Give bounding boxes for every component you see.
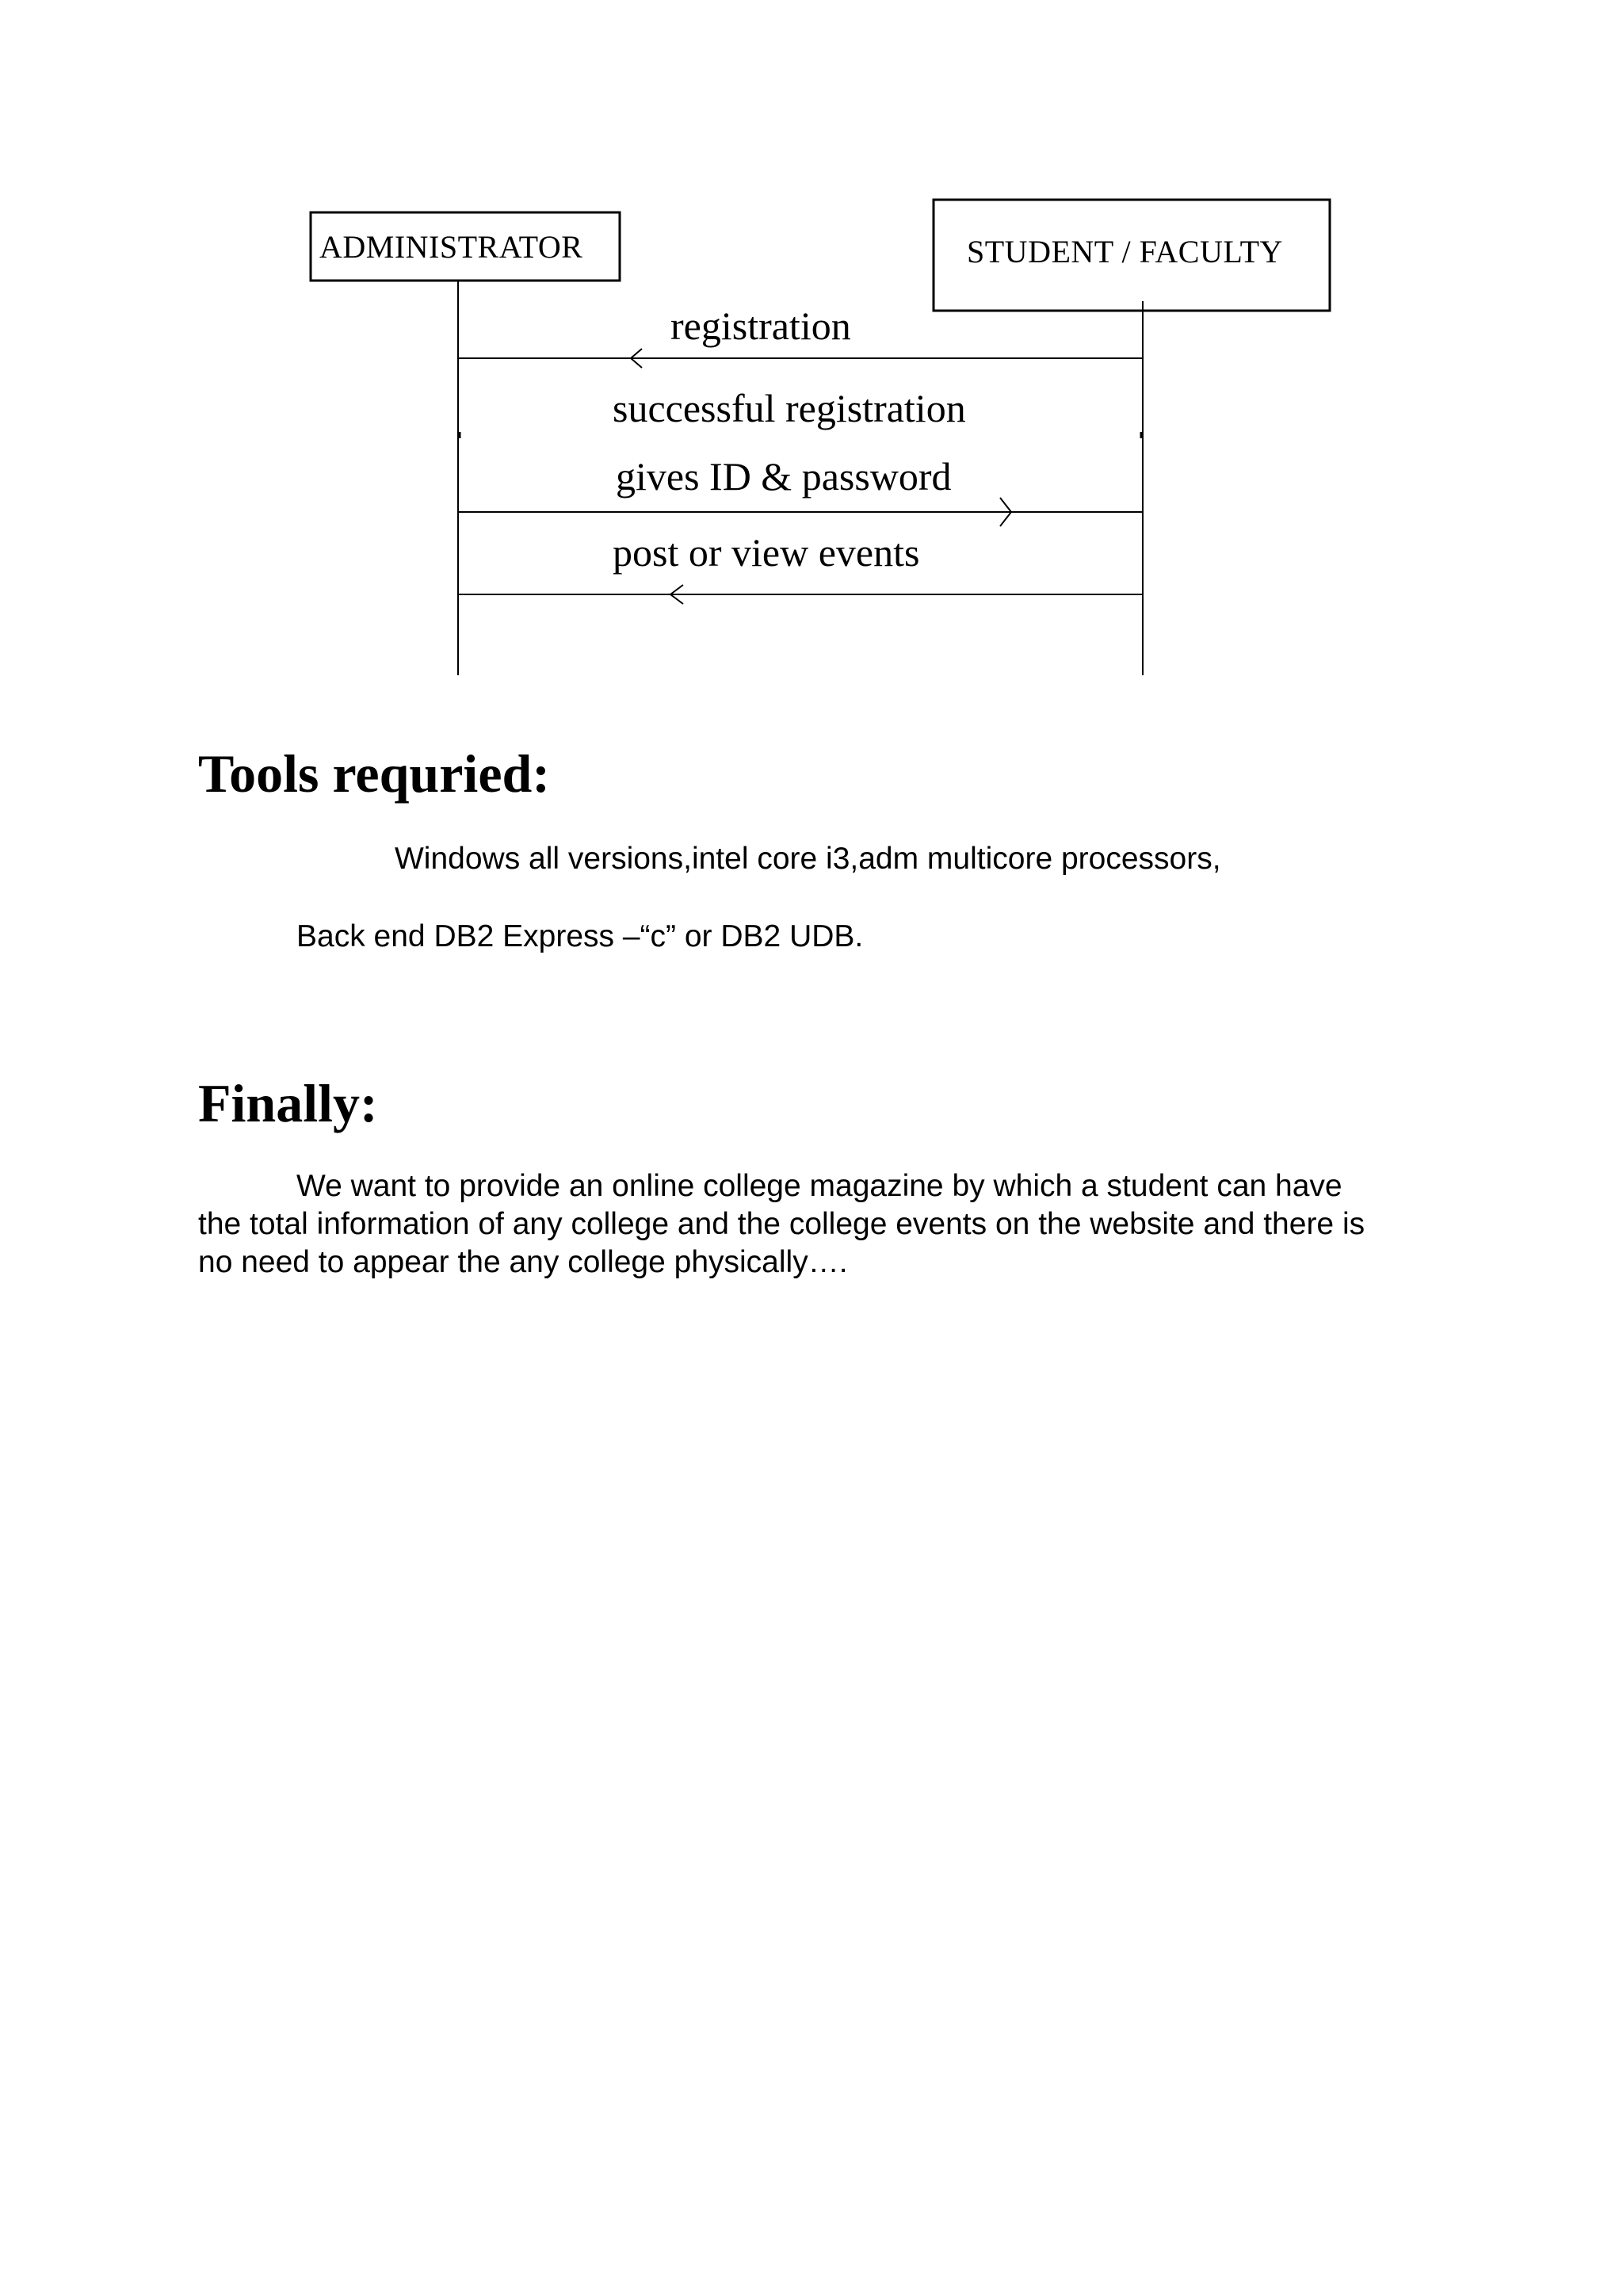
- message-label-successful-registration: successful registration: [613, 386, 966, 430]
- student-faculty-label: STUDENT / FACULTY: [967, 234, 1283, 269]
- finally-paragraph: [198, 1167, 1450, 1282]
- administrator-label: ADMINISTRATOR: [319, 229, 583, 265]
- message-label-post-view-events: post or view events: [613, 530, 920, 575]
- tools-line-1: Windows all versions,intel core i3,adm multicore processors,: [395, 842, 1221, 876]
- finally-line-3: no need to appear the any college physically….: [198, 1245, 848, 1279]
- tools-heading: Tools requried:: [198, 743, 550, 804]
- finally-heading: Finally:: [198, 1073, 378, 1133]
- sequence-diagram: [0, 0, 1623, 713]
- finally-line-2: the total information of any college and the college events on the website and there is: [198, 1207, 1365, 1241]
- tools-line-2: Back end DB2 Express –“c” or DB2 UDB.: [296, 919, 864, 953]
- finally-line-1: We want to provide an online college magazine by which a student can have: [296, 1169, 1342, 1203]
- sequence-diagram-lines: [0, 0, 1623, 713]
- message-label-registration: registration: [670, 304, 851, 348]
- message-label-gives-id-password: gives ID & password: [616, 454, 952, 499]
